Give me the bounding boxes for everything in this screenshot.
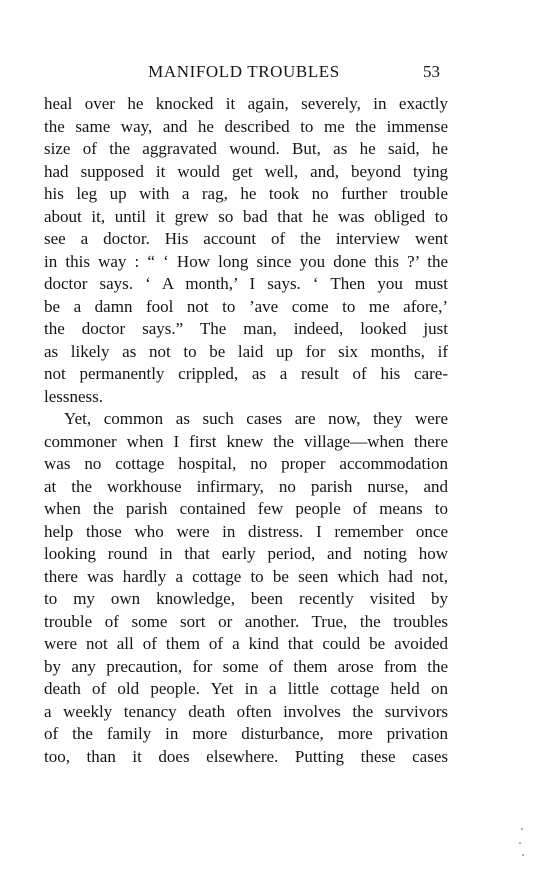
text-line: help those who were in distress. I remember once xyxy=(44,521,448,541)
text-line: the same way, and he described to me the immense xyxy=(44,116,448,136)
text-line: lessness. xyxy=(44,386,104,406)
scan-specks xyxy=(518,828,524,858)
scan-speck xyxy=(519,842,521,844)
text-line: looking round in that early period, and noting how xyxy=(44,544,448,563)
text-line: size of the aggravated wound. But, as he said, he xyxy=(44,139,448,158)
page-number: 53 xyxy=(423,62,440,81)
text-line: his leg up with a rag, he took no further trouble xyxy=(44,184,448,203)
text-line: too, than it does elsewhere. Putting these cases xyxy=(44,746,448,766)
text-line: in this way : “ ‘ How long since you done this ?’ the xyxy=(44,251,448,271)
text-line: see a doctor. His account of the interview went xyxy=(44,229,448,248)
text-line: doctor says. ‘ A month,’ I says. ‘ Then you must xyxy=(44,274,448,293)
text-line: were not all of them of a kind that could be avoided xyxy=(44,634,448,653)
text-line: had supposed it would get well, and, beyond tying xyxy=(44,161,448,181)
text-line: to my own knowledge, been recently visited by xyxy=(44,589,448,608)
text-line: of the family in more disturbance, more privation xyxy=(44,724,448,743)
scan-speck xyxy=(522,854,524,856)
scan-speck xyxy=(521,828,523,830)
body-text xyxy=(44,93,448,768)
text-line: was no cottage hospital, no proper accommodation xyxy=(44,454,448,473)
text-line: by any precaution, for some of them arose from the xyxy=(44,656,448,676)
text-line: death of old people. Yet in a little cottage held on xyxy=(44,679,448,698)
text-line: a weekly tenancy death often involves the survivors xyxy=(44,701,448,721)
text-line: when the parish contained few people of means to xyxy=(44,499,448,518)
running-head xyxy=(40,60,448,84)
text-line: trouble of some sort or another. True, the troubles xyxy=(44,611,448,631)
text-line: be a damn fool not to ’ave come to me afore,’ xyxy=(44,296,448,316)
text-line: Yet, common as such cases are now, they were xyxy=(64,409,448,428)
text-line: about it, until it grew so bad that he was obliged to xyxy=(44,206,448,226)
text-line: not permanently crippled, as a result of his care- xyxy=(44,364,448,383)
running-title: MANIFOLD TROUBLES xyxy=(148,62,340,81)
text-line: as likely as not to be laid up for six months, if xyxy=(44,341,448,361)
text-line: there was hardly a cottage to be seen which had not, xyxy=(44,566,448,586)
text-line: at the workhouse infirmary, no parish nurse, and xyxy=(44,476,448,496)
text-line: the doctor says.” The man, indeed, looked just xyxy=(44,319,448,338)
text-line: commoner when I first knew the village—when there xyxy=(44,431,448,451)
text-line: heal over he knocked it again, severely, in exactly xyxy=(44,94,448,113)
